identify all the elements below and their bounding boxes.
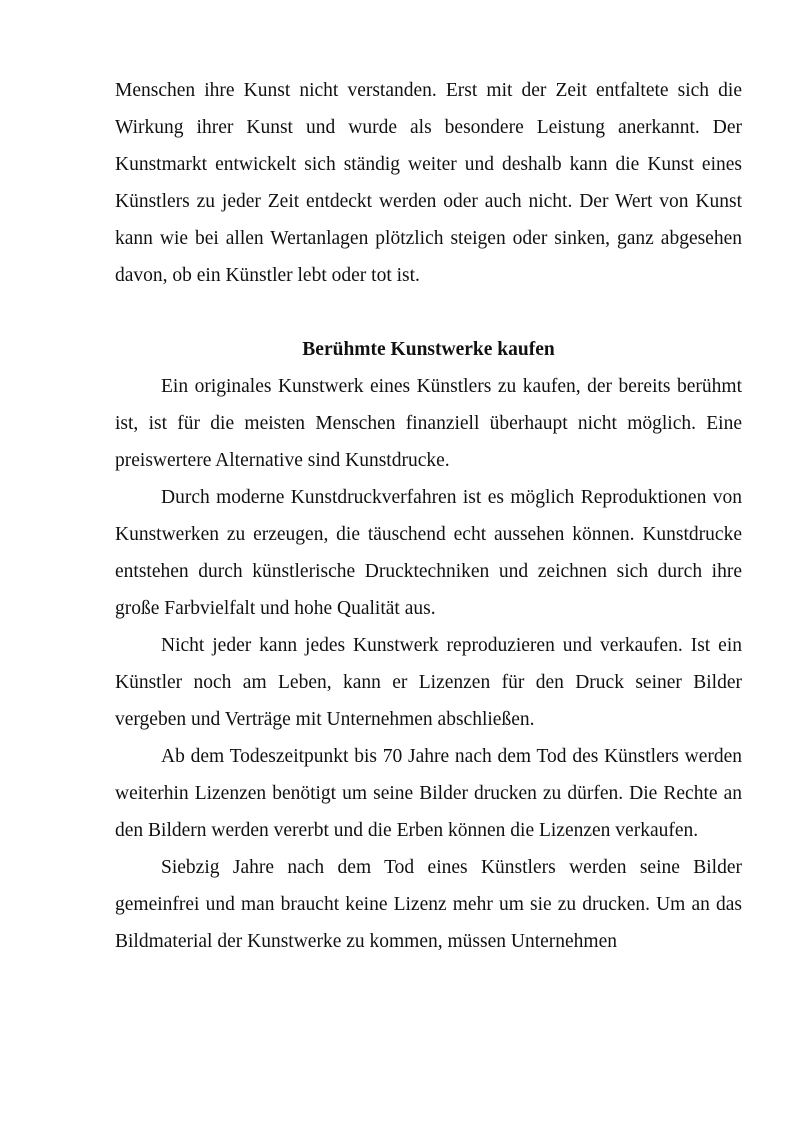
document-page [115, 72, 742, 960]
body-paragraph: Siebzig Jahre nach dem Tod eines Künstlers werden seine Bilder gemeinfrei und man braucht keine Lizenz mehr um sie zu drucken. Um an das Bildmaterial der Kunstwerke zu kommen, müssen Unternehmen [115, 857, 742, 952]
intro-paragraph: Menschen ihre Kunst nicht verstanden. Erst mit der Zeit entfaltete sich die Wirkung ihrer Kunst und wurde als besondere Leistung anerkannt. Der Kunstmarkt entwickelt sich ständig weiter und deshalb kann die Kunst eines Künstlers zu jeder Zeit entdeckt werden oder auch nicht. Der Wert von Kunst kann wie bei allen Wertanlagen plötzlich steigen oder sinken, ganz abgesehen davon, ob ein Künstler lebt oder tot ist. [115, 80, 742, 286]
body-paragraph: Ein originales Kunstwerk eines Künstlers zu kaufen, der bereits berühmt ist, ist für die meisten Menschen finanziell überhaupt nicht möglich. Eine preiswertere Alternative sind Kunstdrucke. [115, 376, 742, 471]
body-paragraph: Durch moderne Kunstdruckverfahren ist es möglich Reproduktionen von Kunstwerken zu erzeugen, die täuschend echt aussehen können. Kunstdrucke entstehen durch künstlerische Drucktechniken und zeichnen sich durch ihre große Farbvielfalt und hohe Qualität aus. [115, 487, 742, 619]
body-paragraph: Nicht jeder kann jedes Kunstwerk reproduzieren und verkaufen. Ist ein Künstler noch am Leben, kann er Lizenzen für den Druck seiner Bilder vergeben und Verträge mit Unternehmen abschließen. [115, 635, 742, 730]
section-heading: Berühmte Kunstwerke kaufen [302, 339, 555, 360]
body-paragraph: Ab dem Todeszeitpunkt bis 70 Jahre nach dem Tod des Künstlers werden weiterhin Lizenzen benötigt um seine Bilder drucken zu dürfen. Die Rechte an den Bildern werden vererbt und die Erben können die Lizenzen verkaufen. [115, 746, 742, 841]
